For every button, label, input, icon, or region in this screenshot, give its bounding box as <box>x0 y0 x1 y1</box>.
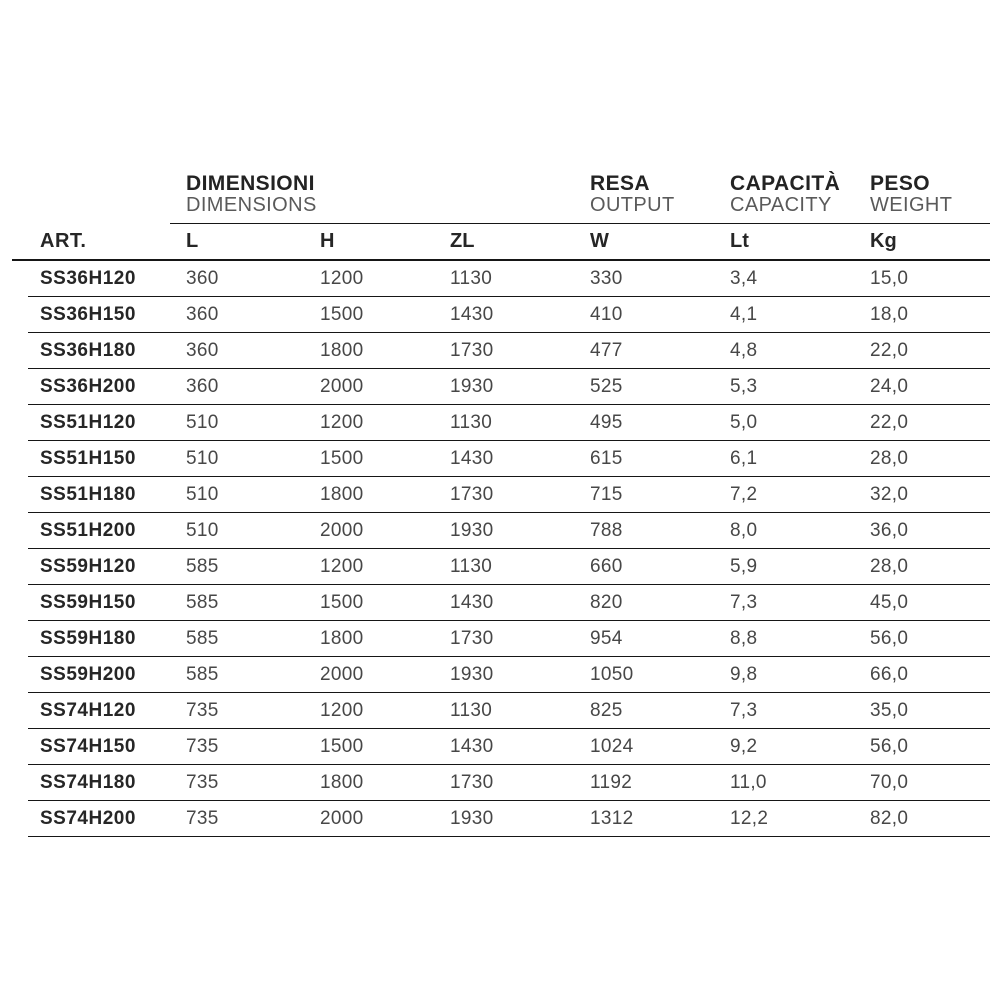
cell-lt: 8,0 <box>730 519 758 541</box>
group-dimensions-label-it: DIMENSIONI <box>186 172 315 195</box>
cell-lt: 11,0 <box>730 771 767 793</box>
cell-art: SS59H180 <box>40 627 136 649</box>
cell-w: 954 <box>590 627 623 649</box>
cell-l: 585 <box>186 591 219 613</box>
cell-zl: 1430 <box>450 303 494 325</box>
cell-art: SS51H150 <box>40 447 136 469</box>
group-dimensions <box>186 172 590 216</box>
table-row <box>28 441 990 477</box>
table-row <box>28 765 990 801</box>
cell-art: SS74H120 <box>40 699 136 721</box>
group-weight <box>870 172 990 216</box>
table-row <box>28 405 990 441</box>
group-weight-label-en: WEIGHT <box>870 194 953 216</box>
cell-art: SS36H200 <box>40 375 136 397</box>
cell-kg: 56,0 <box>870 735 909 757</box>
cell-zl: 1430 <box>450 591 494 613</box>
spec-table <box>15 172 990 837</box>
cell-w: 715 <box>590 483 623 505</box>
cell-art: SS74H150 <box>40 735 136 757</box>
group-header-spacer <box>15 172 186 224</box>
cell-w: 1024 <box>590 735 634 757</box>
cell-l: 735 <box>186 771 219 793</box>
cell-lt: 6,1 <box>730 447 758 469</box>
cell-kg: 28,0 <box>870 447 909 469</box>
group-capacity-label-en: CAPACITY <box>730 194 832 216</box>
cell-art: SS74H200 <box>40 807 136 829</box>
table-row <box>28 369 990 405</box>
group-weight-label-it: PESO <box>870 172 930 195</box>
cell-kg: 70,0 <box>870 771 909 793</box>
cell-zl: 1430 <box>450 735 494 757</box>
cell-kg: 32,0 <box>870 483 909 505</box>
cell-w: 1192 <box>590 771 633 793</box>
cell-kg: 22,0 <box>870 411 909 433</box>
cell-zl: 1130 <box>450 411 493 433</box>
cell-lt: 3,4 <box>730 267 758 289</box>
cell-kg: 15,0 <box>870 267 909 289</box>
cell-h: 1500 <box>320 447 364 469</box>
cell-h: 1200 <box>320 267 364 289</box>
cell-kg: 28,0 <box>870 555 909 577</box>
group-capacity-label-it: CAPACITÀ <box>730 172 841 195</box>
cell-w: 410 <box>590 303 623 325</box>
cell-l: 510 <box>186 411 219 433</box>
table-row <box>28 801 990 837</box>
cell-h: 1500 <box>320 735 364 757</box>
table-row <box>28 585 990 621</box>
cell-zl: 1730 <box>450 483 494 505</box>
cell-h: 1500 <box>320 591 364 613</box>
group-output-label-it: RESA <box>590 172 650 195</box>
cell-kg: 36,0 <box>870 519 909 541</box>
cell-lt: 4,1 <box>730 303 758 325</box>
column-header-lt: Lt <box>730 230 749 252</box>
cell-zl: 1930 <box>450 375 494 397</box>
cell-w: 788 <box>590 519 623 541</box>
cell-art: SS59H120 <box>40 555 136 577</box>
table-row <box>28 513 990 549</box>
cell-l: 735 <box>186 807 219 829</box>
cell-h: 1500 <box>320 303 364 325</box>
cell-w: 330 <box>590 267 623 289</box>
cell-w: 525 <box>590 375 623 397</box>
cell-zl: 1730 <box>450 627 494 649</box>
group-output <box>590 172 730 216</box>
cell-kg: 56,0 <box>870 627 909 649</box>
cell-l: 360 <box>186 339 219 361</box>
cell-l: 510 <box>186 447 219 469</box>
cell-kg: 82,0 <box>870 807 909 829</box>
cell-h: 2000 <box>320 375 364 397</box>
table-row <box>28 477 990 513</box>
cell-h: 1800 <box>320 627 364 649</box>
cell-w: 615 <box>590 447 623 469</box>
group-capacity <box>730 172 870 216</box>
cell-h: 2000 <box>320 663 364 685</box>
cell-h: 2000 <box>320 807 364 829</box>
cell-lt: 7,2 <box>730 483 758 505</box>
cell-h: 1200 <box>320 699 364 721</box>
column-header-h: H <box>320 230 335 252</box>
table-row <box>28 621 990 657</box>
cell-kg: 18,0 <box>870 303 909 325</box>
cell-zl: 1130 <box>450 267 493 289</box>
cell-l: 360 <box>186 375 219 397</box>
cell-l: 735 <box>186 735 219 757</box>
table-row <box>28 729 990 765</box>
cell-zl: 1930 <box>450 519 494 541</box>
cell-h: 1800 <box>320 483 364 505</box>
cell-art: SS51H180 <box>40 483 136 505</box>
cell-zl: 1930 <box>450 807 494 829</box>
cell-lt: 4,8 <box>730 339 758 361</box>
cell-zl: 1430 <box>450 447 494 469</box>
cell-kg: 24,0 <box>870 375 909 397</box>
cell-l: 360 <box>186 267 219 289</box>
cell-zl: 1730 <box>450 771 494 793</box>
cell-w: 1312 <box>590 807 634 829</box>
group-output-label-en: OUTPUT <box>590 194 675 216</box>
table-row <box>28 333 990 369</box>
column-header-row <box>12 224 990 261</box>
cell-kg: 45,0 <box>870 591 909 613</box>
cell-h: 1200 <box>320 555 364 577</box>
column-header-zl: ZL <box>450 230 475 252</box>
cell-lt: 5,0 <box>730 411 758 433</box>
column-header-kg: Kg <box>870 230 897 252</box>
cell-lt: 9,2 <box>730 735 758 757</box>
cell-zl: 1130 <box>450 699 493 721</box>
column-header-art: ART. <box>40 230 87 252</box>
cell-zl: 1930 <box>450 663 494 685</box>
cell-l: 735 <box>186 699 219 721</box>
cell-lt: 5,9 <box>730 555 758 577</box>
cell-l: 360 <box>186 303 219 325</box>
group-header-span <box>170 172 990 224</box>
column-header-w: W <box>590 230 609 252</box>
cell-w: 825 <box>590 699 623 721</box>
cell-kg: 35,0 <box>870 699 909 721</box>
cell-art: SS36H150 <box>40 303 136 325</box>
cell-art: SS51H120 <box>40 411 136 433</box>
cell-lt: 8,8 <box>730 627 758 649</box>
cell-h: 1800 <box>320 339 364 361</box>
cell-art: SS59H150 <box>40 591 136 613</box>
cell-l: 585 <box>186 555 219 577</box>
cell-w: 477 <box>590 339 623 361</box>
column-header-l: L <box>186 230 199 252</box>
cell-kg: 66,0 <box>870 663 909 685</box>
cell-l: 585 <box>186 627 219 649</box>
cell-lt: 12,2 <box>730 807 769 829</box>
cell-w: 495 <box>590 411 623 433</box>
cell-zl: 1130 <box>450 555 493 577</box>
group-header-row <box>15 172 990 224</box>
cell-l: 585 <box>186 663 219 685</box>
cell-h: 2000 <box>320 519 364 541</box>
cell-art: SS36H120 <box>40 267 136 289</box>
cell-l: 510 <box>186 519 219 541</box>
cell-lt: 7,3 <box>730 591 758 613</box>
cell-l: 510 <box>186 483 219 505</box>
cell-w: 820 <box>590 591 623 613</box>
cell-art: SS59H200 <box>40 663 136 685</box>
cell-w: 1050 <box>590 663 634 685</box>
cell-w: 660 <box>590 555 623 577</box>
cell-lt: 9,8 <box>730 663 758 685</box>
cell-zl: 1730 <box>450 339 494 361</box>
cell-lt: 7,3 <box>730 699 758 721</box>
cell-art: SS74H180 <box>40 771 136 793</box>
cell-kg: 22,0 <box>870 339 909 361</box>
cell-art: SS51H200 <box>40 519 136 541</box>
cell-h: 1200 <box>320 411 364 433</box>
cell-lt: 5,3 <box>730 375 758 397</box>
table-row <box>28 693 990 729</box>
table-row <box>28 657 990 693</box>
table-row <box>28 549 990 585</box>
table-row <box>28 297 990 333</box>
cell-h: 1800 <box>320 771 364 793</box>
table-row <box>28 261 990 297</box>
cell-art: SS36H180 <box>40 339 136 361</box>
group-dimensions-label-en: DIMENSIONS <box>186 194 317 216</box>
